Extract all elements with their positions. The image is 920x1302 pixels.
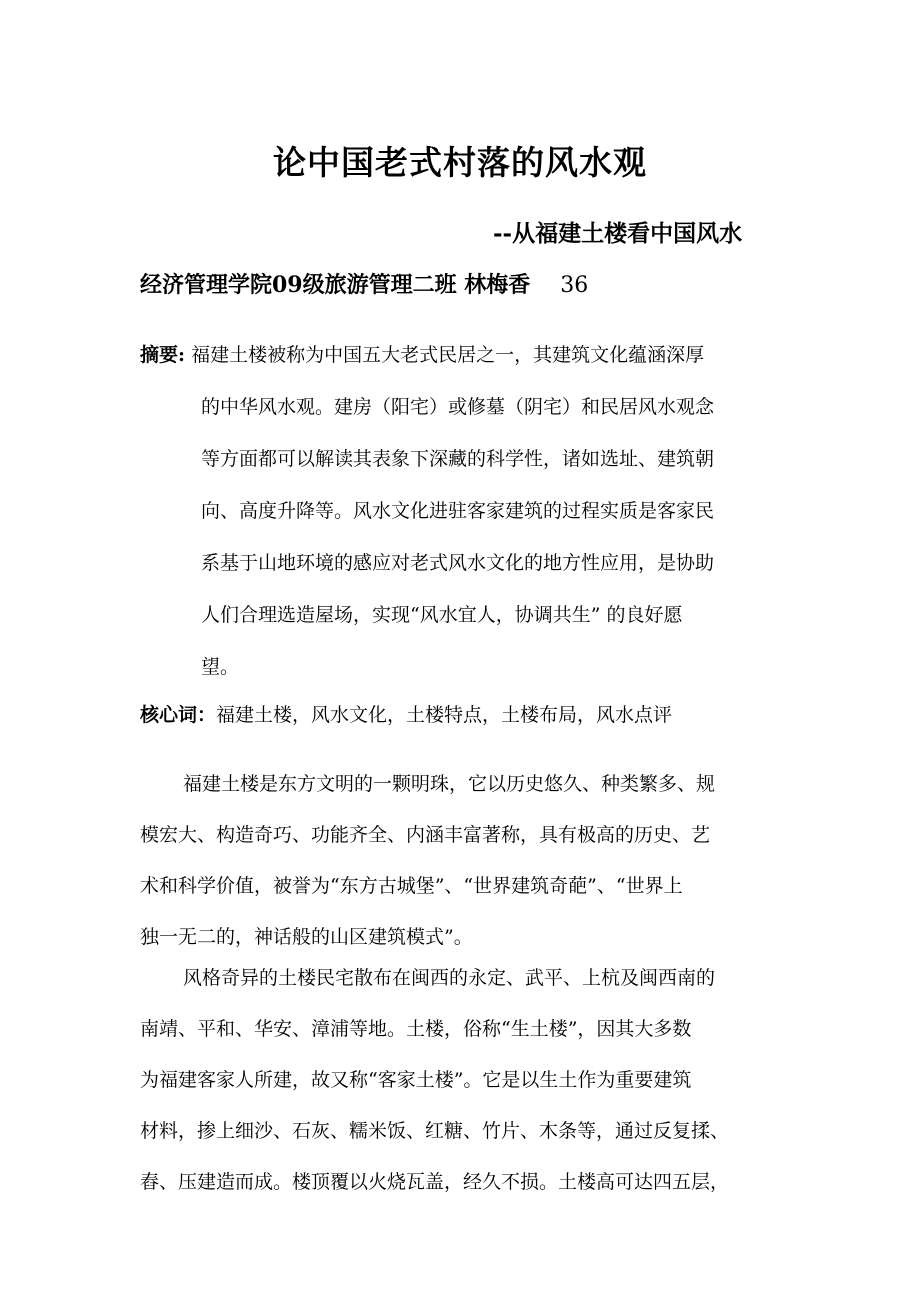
paragraph-line: 风格奇异的土楼民宅散布在闽西的永定、武平、上杭及闽西南的 [183, 967, 716, 989]
document-subtitle: --从福建土楼看中国风水 [493, 220, 743, 247]
body-paragraph [140, 960, 785, 1215]
abstract-line: 人们合理选造屋场，实现“风水宜人，协调共生” 的良好愿 [201, 604, 683, 626]
abstract-line: 的中华风水观。建房（阳宅）或修墓（阴宅）和民居风水观念 [201, 396, 715, 418]
keywords-line [140, 697, 672, 733]
paragraph-line: 舂、压建造而成。楼顶覆以火烧瓦盖，经久不损。土楼高可达四五层， [140, 1171, 730, 1193]
paragraph-line: 福建土楼是东方文明的一颗明珠，它以历史悠久、种类繁多、规 [183, 773, 716, 795]
abstract-line: 系基于山地环境的感应对老式风水文化的地方性应用，是协助 [201, 552, 715, 574]
keywords-label: 核心词： [140, 704, 217, 726]
abstract-line: 等方面都可以解读其表象下深藏的科学性，诸如选址、建筑朝 [201, 448, 715, 470]
paragraph-line: 术和科学价值，被誉为“东方古城堡”、“世界建筑奇葩”、“世界上 [140, 875, 683, 897]
body-paragraph [140, 766, 785, 970]
keywords-text: 福建土楼，风水文化，土楼特点，土楼布局，风水点评 [216, 704, 673, 726]
abstract-line: 望。 [201, 656, 240, 678]
document-title: 论中国老式村落的风水观 [273, 143, 647, 182]
paragraph-line: 为福建客家人所建，故又称“客家土楼”。它是以生土作为重要建筑 [140, 1069, 692, 1091]
abstract-line: 向、高度升降等。风水文化进驻客家建筑的过程实质是客家民 [201, 500, 715, 522]
abstract-text: 福建土楼被称为中国五大老式民居之一，其建筑文化蕴涵深厚 [191, 344, 705, 366]
paragraph-line: 模宏大、构造奇巧、功能齐全、内涵丰富著称，具有极高的历史、艺 [140, 824, 711, 846]
paragraph-line: 独一无二的，神话般的山区建筑模式”。 [140, 926, 473, 948]
abstract-section [140, 337, 785, 685]
paragraph-line: 材料，掺上细沙、石灰、糯米饭、红糖、竹片、木条等，通过反复揉、 [140, 1120, 730, 1142]
abstract-label: 摘要: [140, 344, 186, 366]
author-affiliation: 经济管理学院09级旅游管理二班 林梅香 [140, 272, 531, 298]
paragraph-line: 南靖、平和、华安、漳浦等地。土楼，俗称“生土楼”，因其大多数 [140, 1018, 692, 1040]
author-line [140, 267, 588, 304]
author-number: 36 [560, 273, 589, 298]
abstract-line [140, 337, 785, 373]
